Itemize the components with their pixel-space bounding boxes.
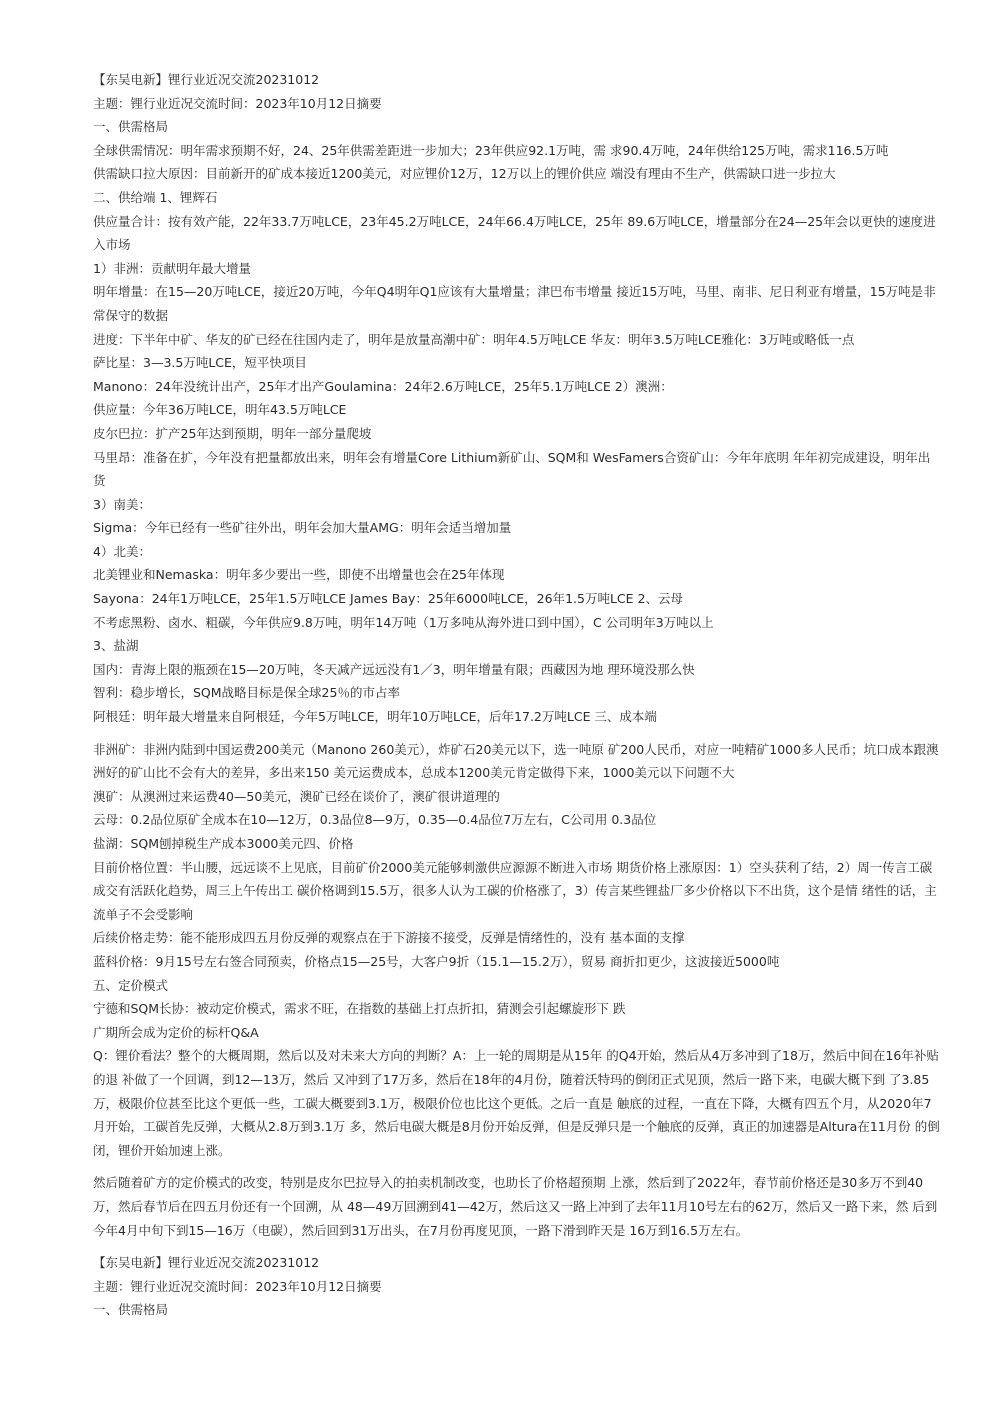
paragraph: 云母：0.2品位原矿全成本在10—12万，0.3品位8—9万，0.35—0.4品位7万左右，C公司用 0.3品位 — [93, 812, 657, 828]
document-body — [93, 68, 941, 1322]
paragraph: 主题：锂行业近况交流时间：2023年10月12日摘要 — [93, 1278, 382, 1294]
paragraph: 马里昂：准备在扩，今年没有把量都放出来，明年会有增量Core Lithium新矿山、SQM和 WesFamers合资矿山：今年年底明 年年初完成建设，明年出货 — [93, 449, 931, 489]
paragraph: 【东吴电新】锂行业近况交流20231012 — [93, 1255, 320, 1271]
paragraph: Q：锂价看法？整个的大概周期，然后以及对未来大方向的判断？A：上一轮的周期是从15年 的Q4开始，然后从4万多冲到了18万，然后中间在16年补贴的退 补做了一个回调，到12—13万，然后 又冲到了17万多，然后在18年的4月份，随着沃特玛的倒闭正式见顶，然后一路下来，电碳大概下到 了3.85万，极限价位甚至比这个更低一些，工碳大概要到3.1万，极限价位也比这个更低。之后一直是 触底的过程，一直在下降，大概有四五个月，从2020年7月开始，工碳首先反弹，大概从2.8万到3.1万 多，然后电碳大概是8月份开始反弹，但是反弹只是一个触底的反弹，真正的加速器是Altura在11月份 的倒闭，锂价开始加速上涨。 — [93, 1048, 940, 1158]
paragraph: 后续价格走势：能不能形成四五月份反弹的观察点在于下游接不接受，反弹是情绪性的，没有 基本面的支撑 — [93, 930, 685, 946]
paragraph: 明年增量：在15—20万吨LCE，接近20万吨，今年Q4明年Q1应该有大量增量；津巴布韦增量 接近15万吨，马里、南非、尼日利亚有增量，15万吨是非常保守的数据 — [93, 284, 936, 323]
paragraph: 进度：下半年中矿、华友的矿已经在往国内走了，明年是放量高潮中矿：明年4.5万吨LCE 华友：明年3.5万吨LCE雅化：3万吨或略低一点 — [93, 331, 855, 347]
paragraph: 一、供需格局 — [93, 1302, 169, 1318]
paragraph: 盐湖：SQM刨掉税生产成本3000美元四、价格 — [93, 836, 354, 851]
paragraph: 1）非洲：贡献明年最大增量 — [93, 260, 251, 276]
paragraph: 广期所会成为定价的标杆Q&A — [93, 1024, 259, 1040]
paragraph: 二、供给端 1、锂辉石 — [93, 189, 218, 205]
paragraph: 蓝科价格：9月15号左右签合同预卖，价格点15—25号，大客户9折（15.1—15.2万），贸易 商折扣更少，这波接近5000吨 — [93, 953, 780, 969]
paragraph: 3、盐湖 — [93, 638, 139, 654]
paragraph: 五、定价模式 — [93, 977, 169, 993]
paragraph: Sayona：24年1万吨LCE，25年1.5万吨LCE James Bay：25年6000吨LCE，26年1.5万吨LCE 2、云母 — [93, 591, 683, 607]
paragraph: 国内：青海上限的瓶颈在15—20万吨，冬天减产远远没有1／3，明年增量有限；西藏因为地 理环境没那么快 — [93, 661, 695, 677]
paragraph: 不考虑黑粉、卤水、粗碳，今年供应9.8万吨，明年14万吨（1万多吨从海外进口到中国），C 公司明年3万吨以上 — [93, 614, 714, 630]
paragraph: 然后随着矿方的定价模式的改变，特别是皮尔巴拉导入的拍卖机制改变，也助长了价格超预期 上涨，然后到了2022年，春节前价格还是30多万不到40万，然后春节后在四五月份还有一个回溯，从 48—49万回溯到41—42万，然后这又一路上冲到了去年11月10号左右的62万，然后又一路下来，然 后到今年4月中旬下到15—16万（电碳），然后回到31万出头，在7月份再度见顶，一路下滑到昨天是 16万到16.5万左右。 — [93, 1175, 938, 1238]
paragraph: 3）南美： — [93, 496, 151, 512]
paragraph: Manono：24年没统计出产，25年才出产Goulamina：24年2.6万吨LCE，25年5.1万吨LCE 2）澳洲： — [93, 378, 673, 394]
paragraph: 供需缺口拉大原因：目前新开的矿成本接近1200美元，对应锂价12万，12万以上的锂价供应 端没有理由不生产，供需缺口进一步拉大 — [93, 166, 836, 182]
paragraph: 一、供需格局 — [93, 119, 169, 135]
paragraph: 北美锂业和Nemaska：明年多少要出一些，即使不出增量也会在25年体现 — [93, 567, 505, 583]
paragraph: 萨比星：3—3.5万吨LCE，短平快项目 — [93, 355, 307, 371]
paragraph: 目前价格位置：半山腰，远远谈不上见底，目前矿价2000美元能够刺激供应源源不断进入市场 期货价格上涨原因：1）空头获利了结，2）周一传言工碳成交有活跃化趋势，周三上午传出工 碳价格调到15.5万，很多人认为工碳的价格涨了，3）传言某些锂盐厂多少价格以下不出货，这个是情 绪性的话，主流单子不会受影响 — [93, 859, 937, 922]
paragraph: 非洲矿：非洲内陆到中国运费200美元（Manono 260美元），炸矿石20美元以下，选一吨原 矿200人民币，对应一吨精矿1000多人民币；坑口成本跟澳洲好的矿山比不会有大的差异，多出来150 美元运费成本，总成本1200美元肯定做得下来，1000美元以下问题不大 — [93, 741, 939, 781]
paragraph: 皮尔巴拉：扩产25年达到预期，明年一部分量爬坡 — [93, 425, 372, 441]
paragraph: 供应量：今年36万吨LCE，明年43.5万吨LCE — [93, 402, 347, 418]
paragraph: 主题：锂行业近况交流时间：2023年10月12日摘要 — [93, 95, 382, 111]
paragraph: 宁德和SQM长协：被动定价模式，需求不旺，在指数的基础上打点折扣，猜测会引起螺旋形下 跌 — [93, 1001, 626, 1017]
paragraph: 全球供需情况：明年需求预期不好，24、25年供需差距进一步加大；23年供应92.1万吨，需 求90.4万吨，24年供给125万吨，需求116.5万吨 — [93, 142, 889, 158]
paragraph: 智利：稳步增长，SQM战略目标是保全球25％的市占率 — [93, 685, 400, 701]
paragraph: 4）北美： — [93, 543, 151, 559]
paragraph: Sigma：今年已经有一些矿往外出，明年会加大量AMG：明年会适当增加量 — [93, 520, 512, 536]
paragraph: 【东吴电新】锂行业近况交流20231012 — [93, 72, 320, 87]
paragraph: 阿根廷：明年最大增量来自阿根廷，今年5万吨LCE，明年10万吨LCE，后年17.2万吨LCE 三、成本端 — [93, 709, 657, 725]
paragraph: 澳矿：从澳洲过来运费40—50美元，澳矿已经在谈价了，澳矿很讲道理的 — [93, 788, 500, 804]
paragraph: 供应量合计：按有效产能，22年33.7万吨LCE，23年45.2万吨LCE，24年66.4万吨LCE，25年 89.6万吨LCE，增量部分在24—25年会以更快的速度进入市场 — [93, 213, 936, 253]
